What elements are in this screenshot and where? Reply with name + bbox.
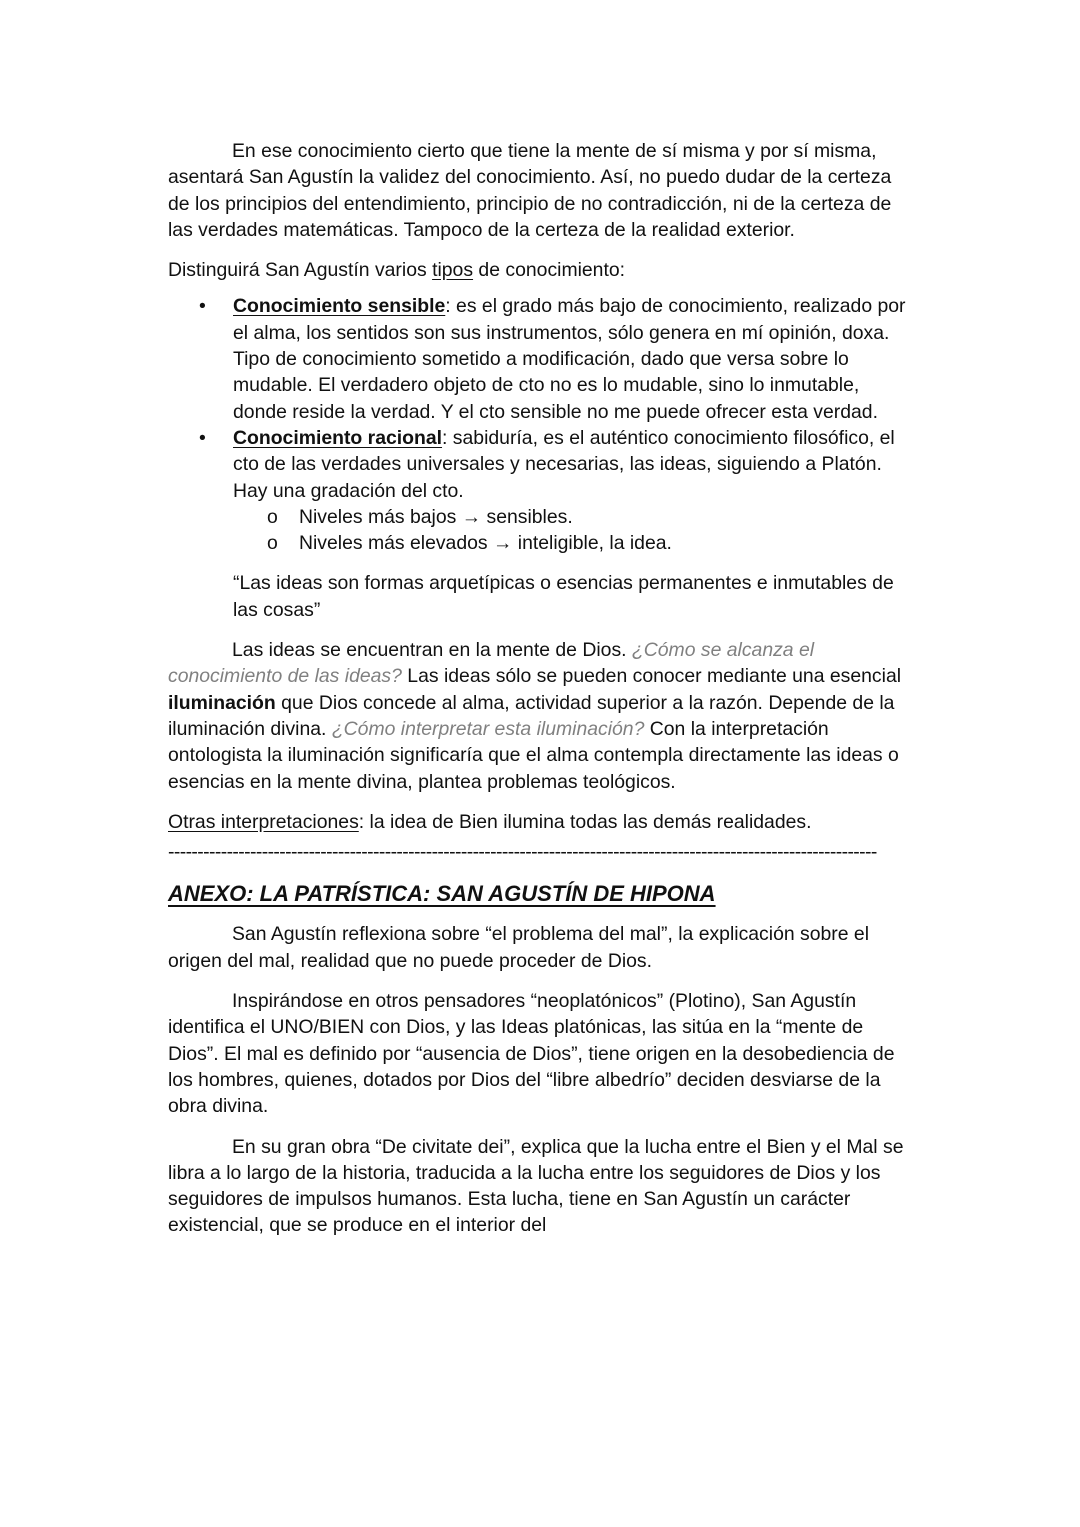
ideas-quote: “Las ideas son formas arquetípicas o esencias permanentes e inmutables de las cosas” bbox=[233, 572, 894, 621]
list-item-racional bbox=[168, 425, 913, 556]
annex-paragraph-evil: San Agustín reflexiona sobre “el problema del mal”, la explicación sobre el origen del mal, realidad que no puede proceder de Dios. bbox=[168, 923, 870, 972]
question-1: ¿Cómo se alcanza el conocimiento de las ideas? bbox=[168, 639, 815, 688]
level-low-text: Niveles más bajos → sensibles. bbox=[299, 505, 573, 528]
illumination-text-3: que Dios concede al alma, actividad superior a la razón. Depende de la iluminación divina. bbox=[168, 691, 895, 740]
level-item-low bbox=[233, 504, 913, 530]
other-text: : la idea de Bien ilumina todas las demás realidades. bbox=[358, 810, 812, 833]
circle-bullet-icon: o bbox=[267, 505, 278, 528]
illumination-bold: iluminación bbox=[168, 691, 276, 714]
types-underlined: tipos bbox=[432, 259, 474, 282]
illumination-text-4: Con la interpretación ontologista la iluminación significaría que el alma contempla directamente las ideas o esencias en la mente divina, plantea problemas teológicos. bbox=[168, 717, 899, 793]
types-intro-end: de conocimiento: bbox=[473, 259, 626, 282]
annex-paragraph-civitate: En su gran obra “De civitate dei”, explica que la lucha entre el Bien y el Mal se libra a lo largo de la historia, traducida a la lucha entre los seguidores de Dios y los seguidores de impulsos humanos. Esta lucha, tiene en San Agustín un carácter existencial, que se produce en el interior del bbox=[168, 1135, 904, 1237]
paragraph-illumination bbox=[168, 637, 913, 795]
other-label: Otras interpretaciones bbox=[168, 810, 359, 833]
bullet-icon: • bbox=[199, 426, 206, 449]
text-sensible: : es el grado más bajo de conocimiento, realizado por el alma, los sentidos son sus instrumentos, sólo genera en mí opinión, doxa. Tipo de conocimiento sometido a modificación, dado que versa sobre lo mudable. El verdadero objeto de cto no es lo mudable, sino lo inmutable, donde reside la verdad. Y el cto sensible no me puede ofrecer esta verdad. bbox=[233, 295, 906, 423]
level-item-high bbox=[233, 530, 913, 556]
paragraph-certainty: En ese conocimiento cierto que tiene la mente de sí misma y por sí misma, asentará San Agustín la validez del conocimiento. Así, no puedo dudar de la certeza de los principios del entendimiento, principio de no contradicción, ni de la certeza de las verdades matemáticas. Tampoco de la certeza de la realidad exterior. bbox=[168, 140, 892, 241]
types-intro-text: Distinguirá San Agustín varios bbox=[168, 259, 433, 282]
term-sensible: Conocimiento sensible bbox=[233, 295, 446, 318]
illumination-text-1: Las ideas se encuentran en la mente de Dios. bbox=[232, 639, 632, 662]
bullet-icon: • bbox=[199, 295, 206, 318]
levels-list bbox=[233, 504, 913, 557]
text-racional: : sabiduría, es el auténtico conocimiento filosófico, el cto de las verdades universales y necesarias, las ideas, siguiendo a Platón. Hay una gradación del cto. bbox=[233, 426, 895, 502]
paragraph-types-intro bbox=[168, 257, 913, 283]
document-page bbox=[168, 138, 913, 1239]
list-item-sensible bbox=[168, 293, 913, 424]
knowledge-types-list bbox=[168, 293, 913, 556]
level-high-text: Niveles más elevados → inteligible, la idea. bbox=[299, 532, 672, 555]
circle-bullet-icon: o bbox=[267, 532, 278, 555]
paragraph-other-interpretations bbox=[168, 809, 913, 835]
term-racional: Conocimiento racional bbox=[233, 426, 443, 449]
question-2: ¿Cómo interpretar esta iluminación? bbox=[331, 717, 645, 740]
separator-line: ------------------------------------------------------------------------------------------------------------------------- bbox=[168, 841, 877, 864]
annex-title: ANEXO: LA PATRÍSTICA: SAN AGUSTÍN DE HIPONA bbox=[168, 881, 716, 907]
annex-paragraph-neoplatonic: Inspirándose en otros pensadores “neoplatónicos” (Plotino), San Agustín identifica el UNO/BIEN con Dios, y las Ideas platónicas, las sitúa en la “mente de Dios”. El mal es definido por “ausencia de Dios”, tiene origen en la desobediencia de los hombres, quienes, dotados por Dios del “libre albedrío” deciden desviarse de la obra divina. bbox=[168, 990, 895, 1118]
illumination-text-2: Las ideas sólo se pueden conocer mediante una esencial bbox=[401, 665, 902, 688]
